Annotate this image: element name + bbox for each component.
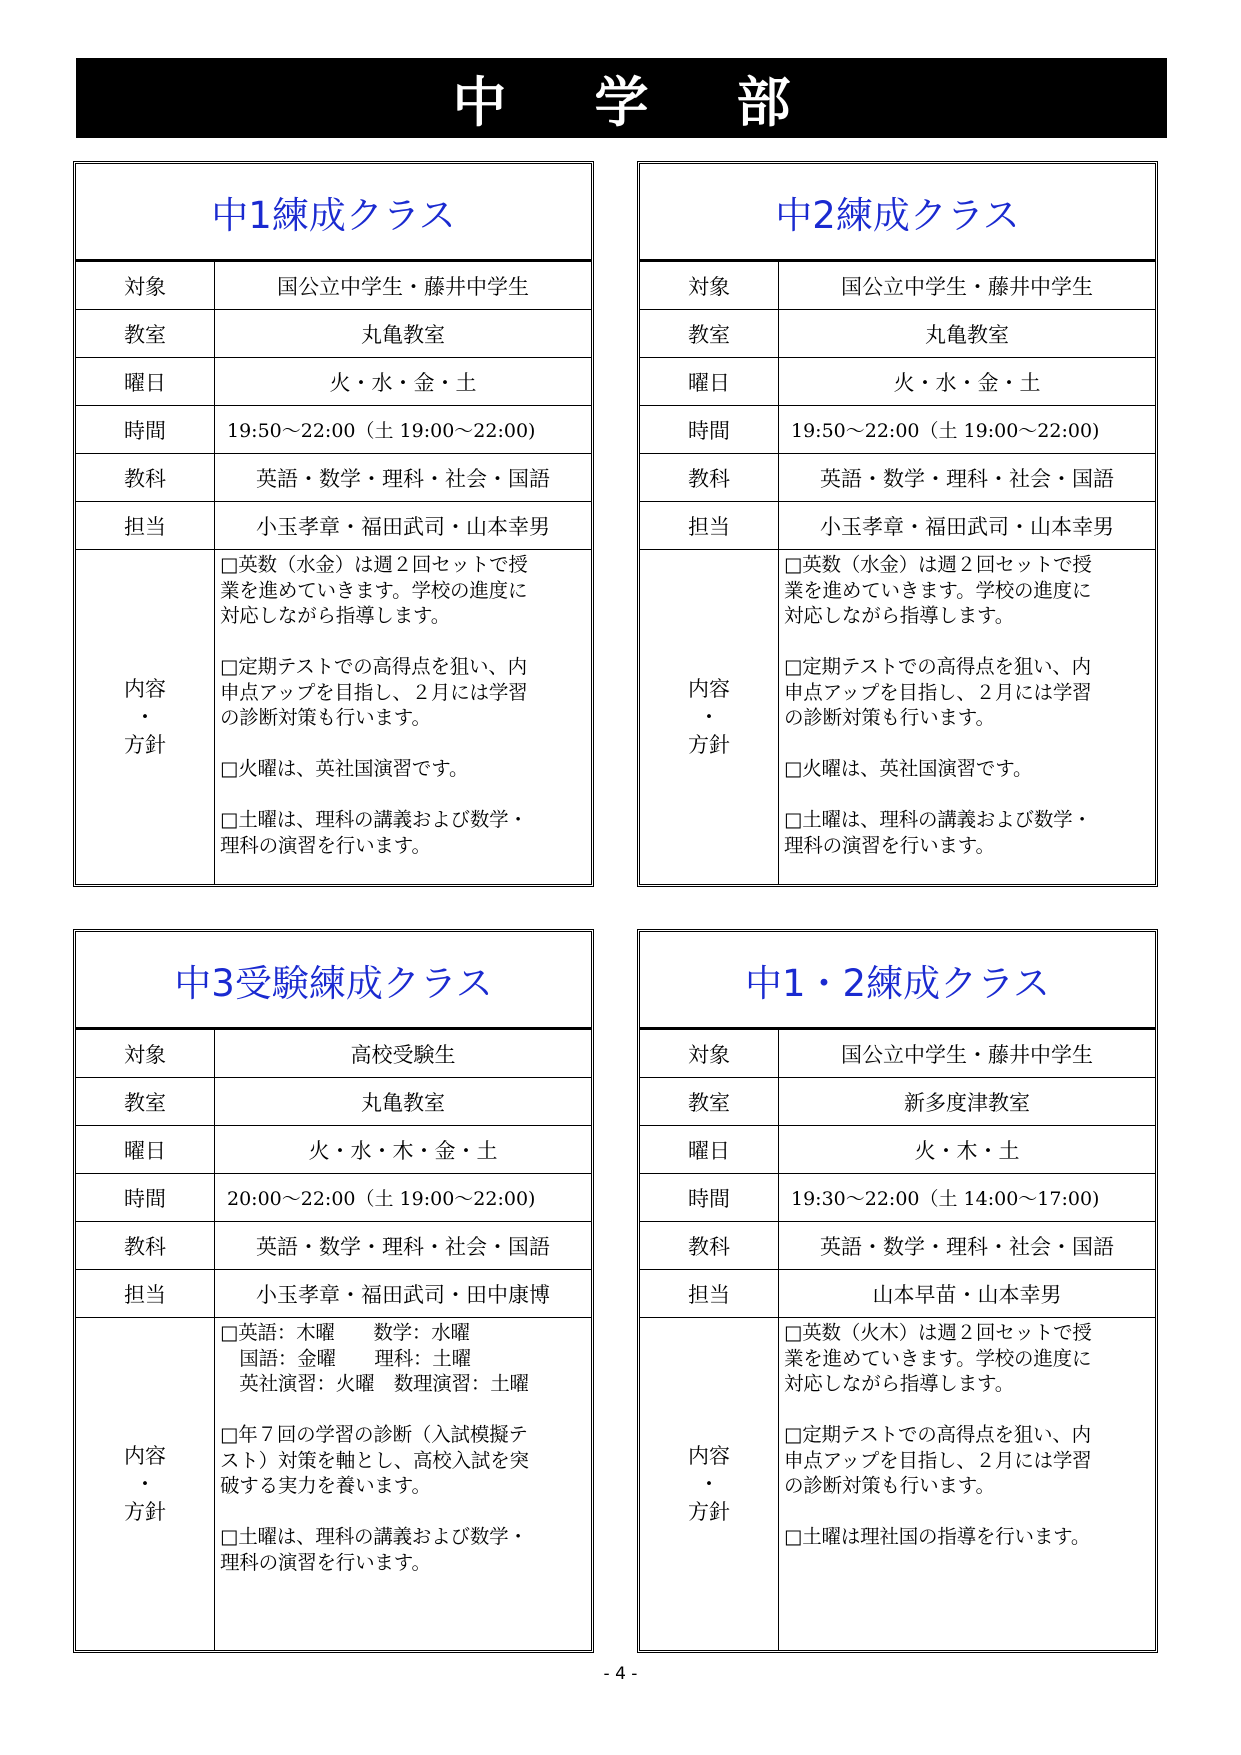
row-value: 英語・数学・理科・社会・国語: [779, 1222, 1156, 1270]
policy-line: □英数（火木）は週２回セットで授: [784, 1321, 1092, 1344]
row-value: 小玉孝章・福田武司・田中康博: [215, 1270, 592, 1318]
policy-paragraph: [220, 807, 587, 858]
row-label: 教科: [76, 1222, 215, 1270]
room-row: [76, 310, 591, 358]
row-value: 小玉孝章・福田武司・山本幸男: [215, 502, 592, 550]
policy-paragraph: [784, 654, 1151, 731]
class-card: [637, 161, 1158, 887]
time-row: [640, 1174, 1155, 1222]
target-row: [640, 1030, 1155, 1078]
row-value: 丸亀教室: [215, 310, 592, 358]
policy-paragraph: [220, 552, 587, 629]
policy-line: スト）対策を軸とし、高校入試を突: [220, 1448, 529, 1472]
target-row: [640, 262, 1155, 310]
row-value: 国公立中学生・藤井中学生: [779, 1030, 1156, 1078]
days-row: [76, 358, 591, 406]
policy-line: 対応しながら指導します。: [784, 1372, 1015, 1395]
policy-line: 業を進めていきます。学校の進度に: [784, 1346, 1092, 1370]
policy-row: [76, 1318, 591, 1651]
policy-label-bottom: 方針: [124, 732, 166, 757]
policy-line: 理科の演習を行います。: [220, 1550, 431, 1574]
policy-line: □土曜は、理科の講義および数学・: [784, 808, 1092, 831]
policy-text: [215, 550, 592, 884]
row-label: 時間: [640, 406, 779, 454]
room-row: [640, 1078, 1155, 1126]
class-title: 中1・2練成クラス: [640, 932, 1155, 1030]
policy-paragraph: [784, 807, 1151, 858]
days-row: [640, 358, 1155, 406]
row-label: 時間: [640, 1174, 779, 1222]
policy-line: □定期テストでの高得点を狙い、内: [784, 655, 1091, 678]
row-label: 教科: [76, 454, 215, 502]
class-info-table: [76, 1030, 591, 1650]
row-value: 火・水・金・土: [215, 358, 592, 406]
row-value: 英語・数学・理科・社会・国語: [215, 1222, 592, 1270]
policy-line: 申点アップを目指し、２月には学習: [784, 1448, 1092, 1472]
policy-paragraph: [220, 1320, 587, 1397]
policy-label-top: 内容: [124, 1444, 166, 1468]
class-info-table: [640, 262, 1155, 884]
policy-label-dot: ・: [134, 1472, 156, 1496]
row-value: 火・木・土: [779, 1126, 1156, 1174]
row-value: 小玉孝章・福田武司・山本幸男: [779, 502, 1156, 550]
banner-char: 学: [594, 70, 649, 134]
policy-line: 業を進めていきます。学校の進度に: [220, 578, 528, 602]
target-row: [76, 262, 591, 310]
class-card: [73, 161, 594, 887]
days-row: [76, 1126, 591, 1174]
section-banner: [76, 58, 1167, 138]
row-label: 時間: [76, 406, 215, 454]
row-value: 丸亀教室: [215, 1078, 592, 1126]
policy-row: [640, 550, 1155, 884]
class-title: 中3受験練成クラス: [76, 932, 591, 1030]
time-row: [76, 406, 591, 454]
subjects-row: [76, 454, 591, 502]
policy-label-dot: ・: [134, 704, 156, 729]
policy-paragraph: [784, 1422, 1151, 1499]
policy-paragraph: [784, 1320, 1151, 1397]
policy-label: [76, 550, 215, 884]
row-label: 担当: [640, 502, 779, 550]
row-label: 曜日: [76, 1126, 215, 1174]
row-label: 教科: [640, 1222, 779, 1270]
row-label: 対象: [76, 262, 215, 310]
policy-label-bottom: 方針: [688, 732, 730, 757]
class-title: 中1練成クラス: [76, 164, 591, 262]
staff-row: [76, 1270, 591, 1318]
policy-line: 英社演習：火曜 数理演習：土曜: [220, 1372, 529, 1395]
class-info-table: [76, 262, 591, 884]
row-label: 教科: [640, 454, 779, 502]
row-label: 担当: [640, 1270, 779, 1318]
policy-line: の診断対策も行います。: [220, 706, 431, 729]
policy-label-bottom: 方針: [124, 1500, 166, 1524]
row-value: 英語・数学・理科・社会・国語: [215, 454, 592, 502]
target-row: [76, 1030, 591, 1078]
staff-row: [640, 502, 1155, 550]
row-label: 曜日: [76, 358, 215, 406]
staff-row: [640, 1270, 1155, 1318]
time-row: [640, 406, 1155, 454]
class-info-table: [640, 1030, 1155, 1650]
policy-line: の診断対策も行います。: [784, 706, 995, 729]
policy-label-bottom: 方針: [688, 1500, 730, 1524]
policy-line: □土曜は理社国の指導を行います。: [784, 1525, 1091, 1548]
row-label: 担当: [76, 1270, 215, 1318]
policy-line: 理科の演習を行います。: [220, 833, 431, 857]
row-label: 教室: [640, 310, 779, 358]
row-value: 20:00～22:00（土 19:00～22:00): [215, 1174, 592, 1222]
row-value: 19:50～22:00（土 19:00～22:00): [215, 406, 592, 454]
row-label: 対象: [640, 1030, 779, 1078]
row-value: 19:50～22:00（土 19:00～22:00): [779, 406, 1156, 454]
row-value: 19:30～22:00（土 14:00～17:00): [779, 1174, 1156, 1222]
banner-char: 部: [736, 70, 791, 134]
policy-line: □定期テストでの高得点を狙い、内: [784, 1423, 1091, 1446]
row-label: 曜日: [640, 358, 779, 406]
policy-line: □土曜は、理科の講義および数学・: [220, 1525, 528, 1548]
policy-text: [779, 1318, 1156, 1651]
row-label: 曜日: [640, 1126, 779, 1174]
policy-line: 対応しながら指導します。: [220, 604, 451, 627]
subjects-row: [640, 1222, 1155, 1270]
policy-paragraph: [784, 756, 1151, 782]
policy-label-top: 内容: [688, 1444, 730, 1468]
policy-line: 申点アップを目指し、２月には学習: [784, 680, 1092, 704]
days-row: [640, 1126, 1155, 1174]
policy-row: [640, 1318, 1155, 1651]
policy-paragraph: [784, 1524, 1151, 1550]
row-value: 英語・数学・理科・社会・国語: [779, 454, 1156, 502]
policy-label-top: 内容: [124, 676, 166, 701]
policy-label: [640, 1318, 779, 1651]
row-label: 教室: [76, 310, 215, 358]
row-value: 国公立中学生・藤井中学生: [779, 262, 1156, 310]
room-row: [76, 1078, 591, 1126]
policy-line: 国語：金曜 理科：土曜: [220, 1346, 471, 1370]
policy-line: 業を進めていきます。学校の進度に: [784, 578, 1092, 602]
row-label: 時間: [76, 1174, 215, 1222]
policy-paragraph: [220, 1422, 587, 1499]
policy-line: □年７回の学習の診断（入試模擬テ: [220, 1423, 528, 1446]
policy-line: 理科の演習を行います。: [784, 833, 995, 857]
policy-line: の診断対策も行います。: [784, 1474, 995, 1497]
policy-line: 対応しながら指導します。: [784, 604, 1015, 627]
policy-line: □英語：木曜 数学：水曜: [220, 1321, 470, 1344]
row-value: 丸亀教室: [779, 310, 1156, 358]
class-card: [73, 929, 594, 1653]
policy-paragraph: [220, 1524, 587, 1575]
policy-label-dot: ・: [698, 704, 720, 729]
policy-text: [779, 550, 1156, 884]
policy-label-top: 内容: [688, 676, 730, 701]
class-card: [637, 929, 1158, 1653]
row-label: 担当: [76, 502, 215, 550]
policy-line: □英数（水金）は週２回セットで授: [784, 553, 1092, 576]
row-label: 対象: [640, 262, 779, 310]
policy-paragraph: [220, 756, 587, 782]
row-label: 対象: [76, 1030, 215, 1078]
policy-line: □火曜は、英社国演習です。: [784, 757, 1033, 780]
policy-line: □英数（水金）は週２回セットで授: [220, 553, 528, 576]
staff-row: [76, 502, 591, 550]
row-value: 山本早苗・山本幸男: [779, 1270, 1156, 1318]
row-value: 高校受験生: [215, 1030, 592, 1078]
policy-paragraph: [784, 552, 1151, 629]
subjects-row: [640, 454, 1155, 502]
banner-char: 中: [452, 70, 507, 134]
policy-row: [76, 550, 591, 884]
time-row: [76, 1174, 591, 1222]
policy-label: [640, 550, 779, 884]
subjects-row: [76, 1222, 591, 1270]
policy-label-dot: ・: [698, 1472, 720, 1496]
row-value: 火・水・金・土: [779, 358, 1156, 406]
policy-line: □火曜は、英社国演習です。: [220, 757, 469, 780]
policy-line: □定期テストでの高得点を狙い、内: [220, 655, 527, 678]
row-value: 火・水・木・金・土: [215, 1126, 592, 1174]
policy-line: 申点アップを目指し、２月には学習: [220, 680, 528, 704]
row-label: 教室: [640, 1078, 779, 1126]
policy-line: 破する実力を養います。: [220, 1474, 431, 1497]
policy-paragraph: [220, 654, 587, 731]
page-number: - 4 -: [603, 1664, 638, 1684]
room-row: [640, 310, 1155, 358]
policy-text: [215, 1318, 592, 1651]
class-title: 中2練成クラス: [640, 164, 1155, 262]
policy-line: □土曜は、理科の講義および数学・: [220, 808, 528, 831]
row-value: 国公立中学生・藤井中学生: [215, 262, 592, 310]
row-value: 新多度津教室: [779, 1078, 1156, 1126]
row-label: 教室: [76, 1078, 215, 1126]
policy-label: [76, 1318, 215, 1651]
